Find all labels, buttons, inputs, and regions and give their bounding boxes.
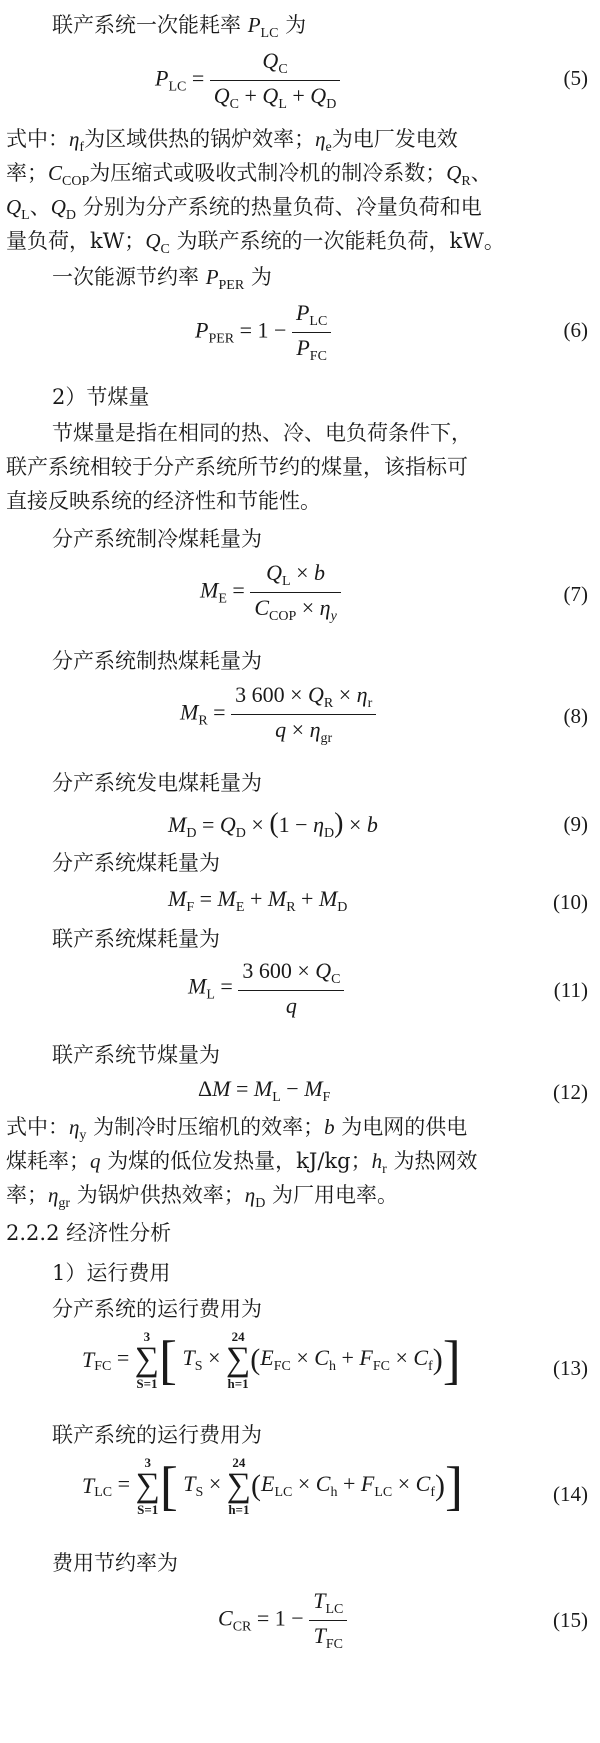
equation-9: $M_D = Q_D \times (1 - \eta_D) \times b$ (9) <box>168 808 588 841</box>
equation-14: $T_{LC}$ = 3 ∑ S=1 [ $T_S$ × 24 ∑ h=1 $(E_{LC} \times C_h + F_{LC} \times C_f)$] (14) <box>82 1455 588 1517</box>
summation-hours-14: 24 ∑ h=1 <box>226 1455 252 1517</box>
equation-number-11: (11) <box>553 978 588 1002</box>
definitions-line-3: $Q_L$、$Q_D$ 分别为分产系统的热量负荷、冷量负荷和电 <box>6 195 482 223</box>
paragraph-plc-intro <box>0 8 600 51</box>
equation-number-9: (9) <box>563 812 588 836</box>
summation-hours-13: 24 ∑ h=1 <box>226 1329 251 1391</box>
paragraph-heating-coal: 分产系统制热煤耗量为 <box>52 649 262 673</box>
definitions-line-2: 率；$C_{COP}$为压缩式或吸收式制冷机的制冷系数；$Q_R$、 <box>6 161 492 189</box>
equation-number-7: (7) <box>563 582 588 606</box>
paragraph-cogen-coal: 联产系统煤耗量为 <box>52 927 220 951</box>
equation-10: $M_F = M_E + M_R + M_D$ (10) <box>168 886 588 915</box>
equation-8: $M_R$ = $\frac{3 600 \times Q_R \times \eta_r}{q \times \eta_{gr}}$ (8) <box>180 682 588 746</box>
equation-12: $\Delta M = M_L - M_F$ (12) <box>198 1076 588 1105</box>
paragraph-cogen-saving: 联产系统节煤量为 <box>52 1043 220 1067</box>
equation-number-13: (13) <box>553 1356 588 1380</box>
definitions-line-4: 量负荷，kW；$Q_C$ 为联产系统的一次能耗负荷，kW。 <box>6 229 505 257</box>
fraction-15: $\frac{T_{LC}}{T_{FC}}$ <box>309 1588 347 1653</box>
equation-5: $P_{LC}$ = $\frac{Q_C}{Q_C + Q_L + Q_D}$ (5) <box>155 48 588 112</box>
definitions2-line-1: 式中：$\eta_y$ 为制冷时压缩机的效率；b 为电网的供电 <box>6 1115 468 1143</box>
paragraph-pper-intro: 一次能源节约率 $P_{PER}$ 为 <box>52 265 272 293</box>
equation-number-8: (8) <box>563 704 588 728</box>
paragraph-coal-line-2: 联产系统相较于分产系统所节约的煤量，该指标可 <box>6 455 468 479</box>
equation-number-15: (15) <box>553 1608 588 1632</box>
paragraph-power-coal: 分产系统发电煤耗量为 <box>52 771 262 795</box>
fraction-6: $\frac{P_{LC}}{P_{FC}}$ <box>292 300 331 365</box>
subsection-heading-operating-cost: 1）运行费用 <box>52 1261 171 1285</box>
equation-number-10: (10) <box>553 890 588 914</box>
text-plc-intro: 联产系统一次能耗率 $P_{LC}$ 为 <box>52 13 307 41</box>
paragraph-cogen-cost: 联产系统的运行费用为 <box>52 1423 262 1447</box>
equation-7: $M_E$ = $\frac{Q_L \times b}{C_{COP} \times \eta_y}$ (7) <box>200 560 588 624</box>
equation-13: $T_{FC}$ = 3 ∑ S=1 [ $T_S$ × 24 ∑ h=1 $(E_{FC} \times C_h + F_{FC} \times C_f)$] (13) <box>82 1329 588 1391</box>
definitions-line-1: 式中：$\eta_f$为区域供热的锅炉效率；$\eta_e$为电厂发电效 <box>6 127 458 155</box>
equation-11: $M_L$ = $\frac{3 600 \times Q_C}{q}$ (11) <box>188 958 588 1018</box>
equation-6: $P_{PER} = 1$ − $\frac{P_{LC}}{P_{FC}}$ (6) <box>195 300 588 364</box>
section-heading-economic: 2.2.2 经济性分析 <box>6 1221 172 1245</box>
fraction-5: $\frac{Q_C}{Q_C + Q_L + Q_D}$ <box>210 48 341 113</box>
definitions2-line-2: 煤耗率；q 为煤的低位发热量，kJ/kg；$h_r$ 为热网效 <box>6 1149 478 1177</box>
paragraph-cooling-coal: 分产系统制冷煤耗量为 <box>52 527 262 551</box>
equation-number-6: (6) <box>563 318 588 342</box>
summation-seasons-14: 3 ∑ S=1 <box>135 1455 160 1517</box>
fraction-11: $\frac{3 600 \times Q_C}{q}$ <box>238 958 344 1019</box>
equation-number-12: (12) <box>553 1080 588 1104</box>
equation-15: $C_{CR} = 1$ − $\frac{T_{LC}}{T_{FC}}$ (15) <box>218 1588 588 1652</box>
section-heading-coal-saving: 2）节煤量 <box>52 385 150 409</box>
paragraph-split-cost: 分产系统的运行费用为 <box>52 1297 262 1321</box>
paragraph-split-coal: 分产系统煤耗量为 <box>52 851 220 875</box>
paragraph-coal-line-3: 直接反映系统的经济性和节能性。 <box>6 489 321 513</box>
fraction-8: $\frac{3 600 \times Q_R \times \eta_r}{q \times \eta_{gr}}$ <box>231 682 376 747</box>
equation-number-5: (5) <box>563 66 588 90</box>
summation-seasons-13: 3 ∑ S=1 <box>134 1329 160 1391</box>
fraction-7: $\frac{Q_L \times b}{C_{COP} \times \eta_y}$ <box>250 560 340 625</box>
paragraph-cost-saving-rate: 费用节约率为 <box>52 1551 178 1575</box>
paragraph-coal-line-1: 节煤量是指在相同的热、冷、电负荷条件下， <box>52 421 472 445</box>
definitions2-line-3: 率；$\eta_{gr}$ 为锅炉供热效率；$\eta_D$ 为厂用电率。 <box>6 1183 399 1211</box>
equation-number-14: (14) <box>553 1482 588 1506</box>
